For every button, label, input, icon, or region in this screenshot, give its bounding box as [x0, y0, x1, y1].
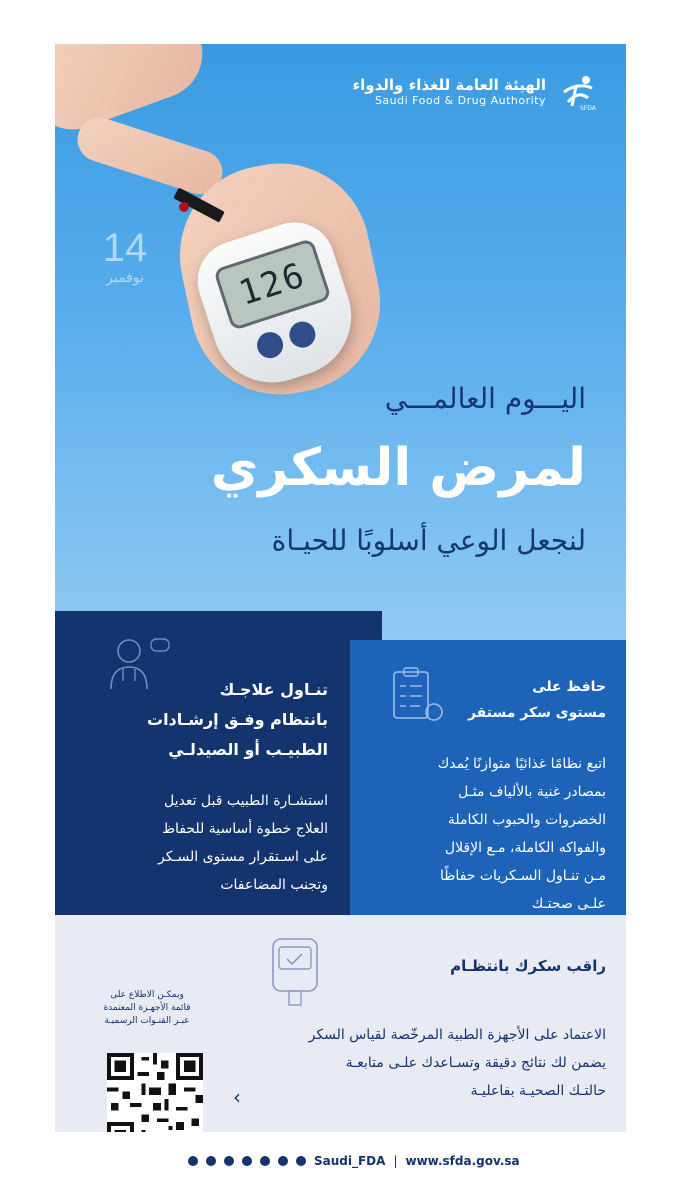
threads-icon[interactable] — [296, 1156, 306, 1166]
sfda-mark-icon — [558, 72, 598, 112]
logo-abbr: SFDA — [580, 105, 596, 112]
medication-body — [78, 787, 328, 899]
footer-handle[interactable]: Saudi_FDA — [314, 1154, 386, 1168]
medication-title-line: تنـاول علاجـك — [219, 680, 328, 699]
monitor-body-line: يضمن لك نتائج دقيقة وتسـاعدك علـى متابعـة — [345, 1055, 606, 1071]
footer-content — [188, 1154, 520, 1168]
hero-section — [55, 44, 626, 684]
facebook-icon[interactable] — [260, 1156, 270, 1166]
stable-sugar-panel — [350, 640, 626, 950]
date-badge — [85, 226, 165, 286]
devices-note — [91, 989, 203, 1028]
devices-note-line: عبـر القنـوات الرسميـة — [104, 1016, 190, 1026]
stable-sugar-body-line: بمصادر غنية بالألياف مثـل — [458, 784, 606, 800]
stable-sugar-body-line: مـن تنـاول السـكريات حفاظًا — [440, 868, 606, 884]
blood-drop — [179, 202, 189, 212]
stable-sugar-title-line: مستوى سكر مستقر — [467, 705, 606, 721]
stable-sugar-body — [366, 750, 606, 918]
medication-body-line: استشـارة الطبيب قبل تعديل — [163, 793, 328, 809]
medication-panel — [55, 611, 382, 915]
medication-body-line: على اسـتقرار مستوى السـكر — [157, 849, 328, 865]
instagram-icon[interactable] — [224, 1156, 234, 1166]
monitor-body-line: حالتـك الصحيـة بفاعليـة — [470, 1083, 606, 1099]
monitor-panel — [55, 915, 626, 1132]
medication-title-line: الطبيـب أو الصيدلـي — [168, 740, 328, 759]
qr-code[interactable] — [107, 1053, 203, 1132]
stable-sugar-body-line: الخضروات والحبوب الكاملة — [447, 812, 606, 828]
logo-name-ar: الهيئة العامة للغذاء والدواء — [352, 76, 546, 94]
checklist-icon — [390, 666, 446, 726]
chevron-left-icon: ‹ — [233, 1085, 241, 1109]
monitor-body-line: الاعتماد على الأجهزة الطبية المرخّصة لقياس السكر — [308, 1027, 606, 1043]
medication-title-line: بانتظام وفـق إرشـادات — [146, 710, 328, 729]
devices-note-line: ويمكـن الاطلاع على — [110, 990, 184, 1000]
youtube-icon[interactable] — [242, 1156, 252, 1166]
stable-sugar-title-line: حافظ على — [532, 679, 606, 695]
meter-button-down — [286, 318, 319, 351]
monitor-title: راقب سكرك بانتظـام — [450, 957, 606, 975]
x-icon[interactable] — [188, 1156, 198, 1166]
tiktok-icon[interactable] — [278, 1156, 288, 1166]
finger-illustration — [72, 112, 228, 200]
headline-line1: اليـــوم العالمـــي — [384, 382, 586, 415]
poster — [55, 44, 626, 1132]
logo-name-en: Saudi Food & Drug Authority — [374, 94, 546, 107]
snapchat-icon[interactable] — [206, 1156, 216, 1166]
headline-line3: لنجعل الوعي أسلوبًا للحيـاة — [271, 524, 586, 557]
monitor-body — [256, 1021, 606, 1105]
devices-note-line: قائمة الأجهـزة المعتمدة — [103, 1003, 191, 1013]
stable-sugar-body-line: والفواكه الكاملة، مـع الإقلال — [444, 840, 606, 856]
logo-text — [352, 76, 546, 108]
sfda-logo — [352, 72, 598, 112]
footer — [0, 1148, 681, 1178]
meter-screen: 126 — [213, 238, 332, 331]
medication-body-line: وتجنب المضاعفات — [220, 877, 328, 893]
headline-line2: لمرض السكري — [210, 438, 586, 498]
stable-sugar-title — [466, 674, 606, 726]
medication-body-line: العلاج خطوة أساسية للحفاظ — [162, 821, 328, 837]
stable-sugar-body-line: علـى صحتـك — [531, 896, 606, 912]
medication-title — [68, 675, 328, 765]
date-month: نوفمبر — [106, 270, 144, 286]
footer-separator: | — [393, 1154, 398, 1168]
meter-button-up — [254, 329, 287, 362]
date-day: 14 — [102, 226, 148, 270]
stable-sugar-body-line: اتبع نظامًا غذائيًا متوازنًا يُمدك — [437, 756, 606, 772]
footer-url[interactable]: www.sfda.gov.sa — [405, 1154, 520, 1168]
